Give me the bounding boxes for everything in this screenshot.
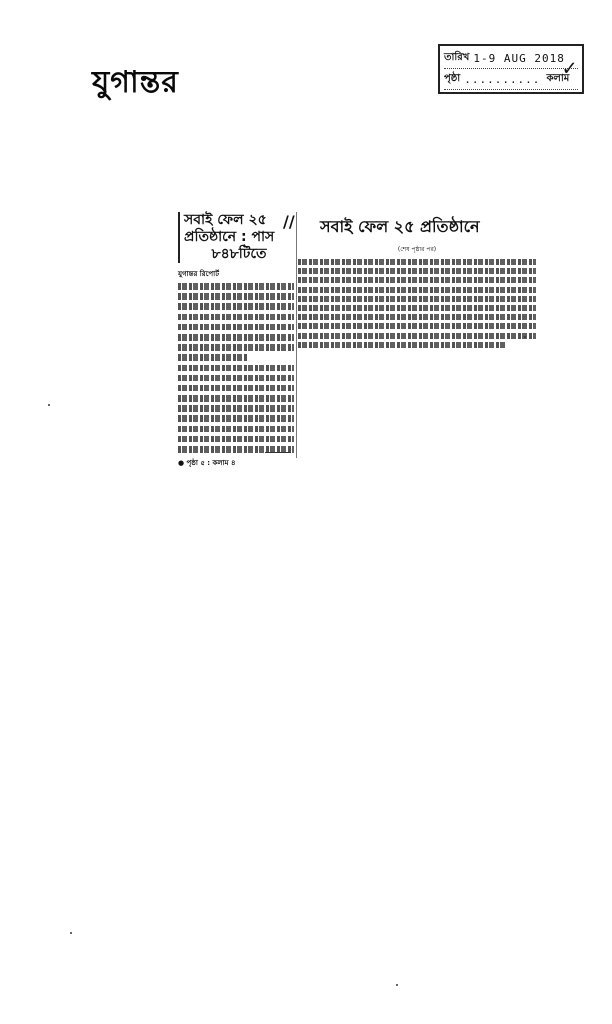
scan-speck [70, 932, 72, 934]
right-body-text [298, 259, 536, 348]
left-headline [178, 212, 294, 263]
left-body-text [178, 283, 294, 453]
clipping-divider-mark: // [283, 212, 295, 231]
stamp-date-label: তারিখ [444, 51, 470, 63]
stamp-page-label: পৃষ্ঠা [444, 72, 461, 84]
stamp-page-row: পৃষ্ঠা .......... কলাম [444, 69, 578, 90]
right-headline: সবাই ফেল ২৫ প্রতিষ্ঠানে [320, 217, 480, 236]
left-headline-line1: সবাই ফেল ২৫ [184, 212, 267, 228]
stamp-column-label: কলাম [546, 72, 570, 84]
left-headline-line3: ৮৪৮টিতে [211, 246, 267, 262]
stamp-date-value: 1-9 AUG 2018 [473, 51, 565, 65]
clipping-separator [296, 212, 297, 458]
right-clipping [298, 214, 536, 351]
stamp-date-row [444, 48, 578, 69]
scan-speck [396, 984, 398, 986]
date-stamp [438, 44, 584, 94]
scan-speck [48, 404, 50, 406]
left-headline-line2: প্রতিষ্ঠানে : পাস [184, 229, 275, 245]
left-end-rule [265, 452, 291, 453]
scan-speck [524, 336, 526, 338]
left-byline: যুগান্তর রিপোর্ট [178, 270, 220, 278]
right-subline: (শেষ পৃষ্ঠার পর) [397, 246, 437, 253]
checkmark-icon: ✓ [562, 56, 576, 81]
left-continuation-note: ● পৃষ্ঠা ৫ : কলাম ৪ [178, 458, 236, 467]
newspaper-masthead: যুগান্তর [92, 65, 179, 100]
left-clipping [178, 212, 294, 469]
